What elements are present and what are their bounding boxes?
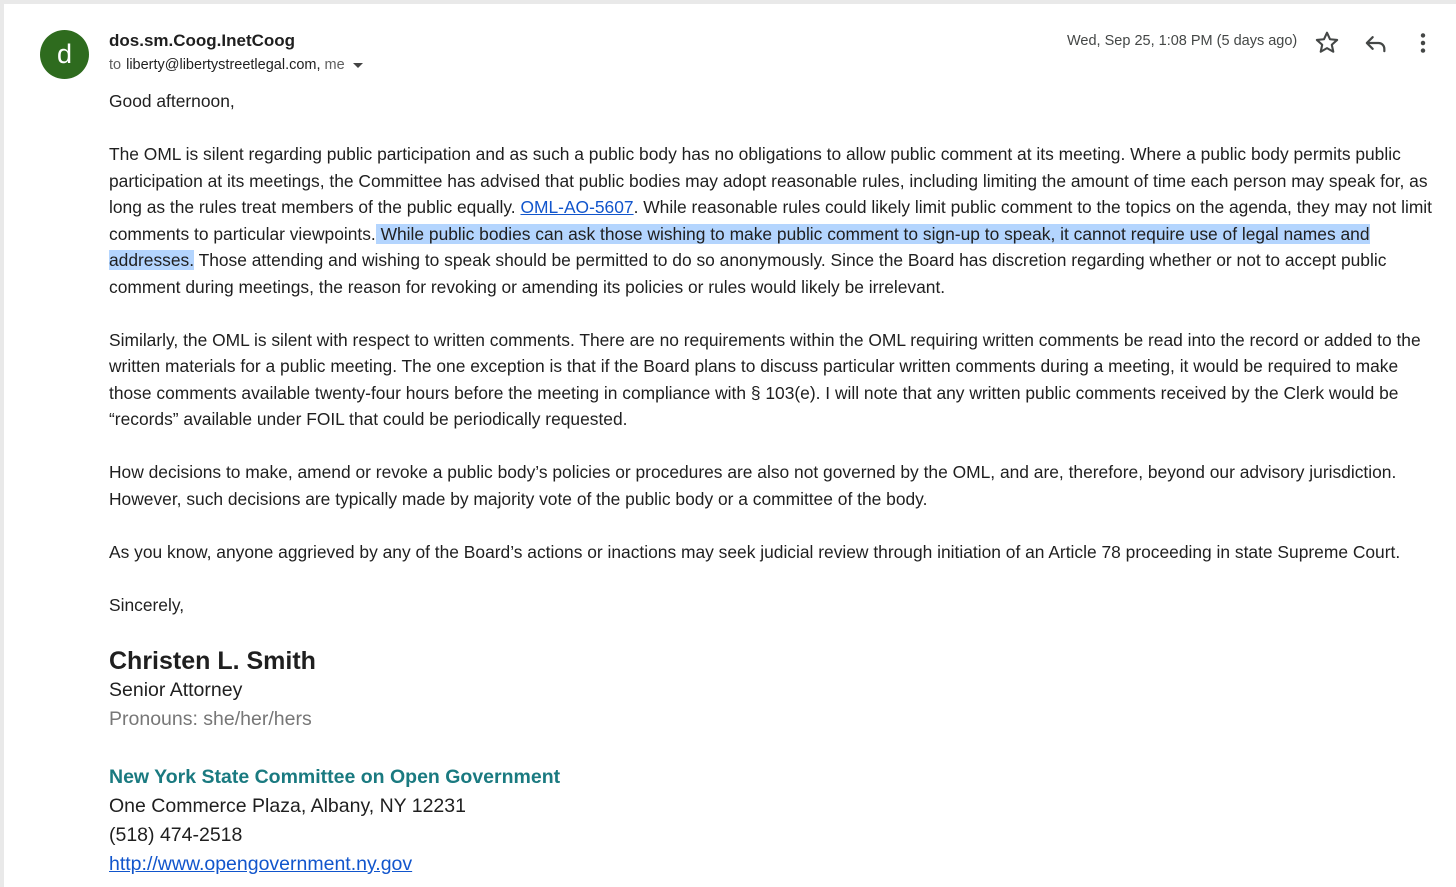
reply-icon[interactable]	[1361, 29, 1389, 57]
message-date[interactable]: Wed, Sep 25, 1:08 PM (5 days ago)	[1067, 33, 1298, 49]
to-address: liberty@libertystreetlegal.com,	[126, 57, 321, 73]
signature-phone: (518) 474-2518	[109, 824, 243, 846]
message-body	[109, 88, 1434, 879]
closing: Sincerely,	[109, 594, 185, 615]
p1-text-b: . While reasonable rules could likely limit public comment to the topics on the agenda, they may not limit comments to particular viewpoints.	[109, 197, 1433, 244]
more-vert-icon[interactable]	[1409, 29, 1437, 57]
greeting: Good afternoon,	[109, 91, 235, 111]
signature-org: New York State Committee on Open Government	[109, 766, 561, 788]
paragraph-article-78: As you know, anyone aggrieved by any of the Board’s actions or inactions may seek judicial review through initiation of an Article 78 proceeding in state Supreme Court.	[109, 541, 1401, 562]
to-label: to	[109, 57, 122, 73]
avatar[interactable]: d	[40, 30, 89, 79]
to-me: me	[324, 57, 345, 73]
p1-text-a: The OML is silent regarding public participation and as such a public body has no obligations to allow public comment at its meeting. Where a public body permits public participation at its meetings, the Committee has advised that public bodies may adopt reasonable rules, including limiting the amount of time each person may speak for, as long as the rules treat members of the public equally.	[109, 144, 1428, 217]
oml-ao-5607-link[interactable]: OML-AO-5607	[520, 197, 634, 217]
signature-spacer	[109, 734, 1434, 763]
recipients-line	[109, 57, 363, 73]
signature-pronouns: Pronouns: she/her/hers	[109, 708, 312, 730]
paragraph-oml-participation	[109, 141, 1434, 300]
p1-text-c: Those attending and wishing to speak should be permitted to do so anonymously. Since the Board has discretion regarding whether or not to accept public comment during meetings, the reason for revoking or amending its policies or rules would likely be irrelevant.	[109, 250, 1387, 297]
signature-address: One Commerce Plaza, Albany, NY 12231	[109, 795, 466, 817]
star-icon[interactable]	[1313, 29, 1341, 57]
paragraph-decisions: How decisions to make, amend or revoke a public body’s policies or procedures are also not governed by the OML, and are, therefore, beyond our advisory jurisdiction. However, such decisions are typically made by majority vote of the public body or a committee of the body.	[109, 462, 1397, 509]
paragraph-written-comments: Similarly, the OML is silent with respect to written comments. There are no requirements within the OML requiring written comments be read into the record or added to the written materials for a public meeting. The one exception is that if the Board plans to discuss particular written comments during a meeting, it would be required to make those comments available twenty-four hours before the meeting in compliance with § 103(e). I will note that any written public comments received by the Clerk would be “records” available under FOIL that could be periodically requested.	[109, 329, 1421, 429]
sender-name[interactable]: dos.sm.Coog.InetCoog	[109, 31, 296, 50]
recipient-details-dropdown[interactable]	[353, 63, 363, 68]
signature-title: Senior Attorney	[109, 679, 243, 701]
signature-name: Christen L. Smith	[109, 647, 316, 675]
signature-website-link[interactable]: http://www.opengovernment.ny.gov	[109, 853, 413, 875]
highlighted-selection: While public bodies can ask those wishing to make public comment to sign-up to speak, it cannot require use of legal names and addresses.	[109, 223, 1370, 270]
